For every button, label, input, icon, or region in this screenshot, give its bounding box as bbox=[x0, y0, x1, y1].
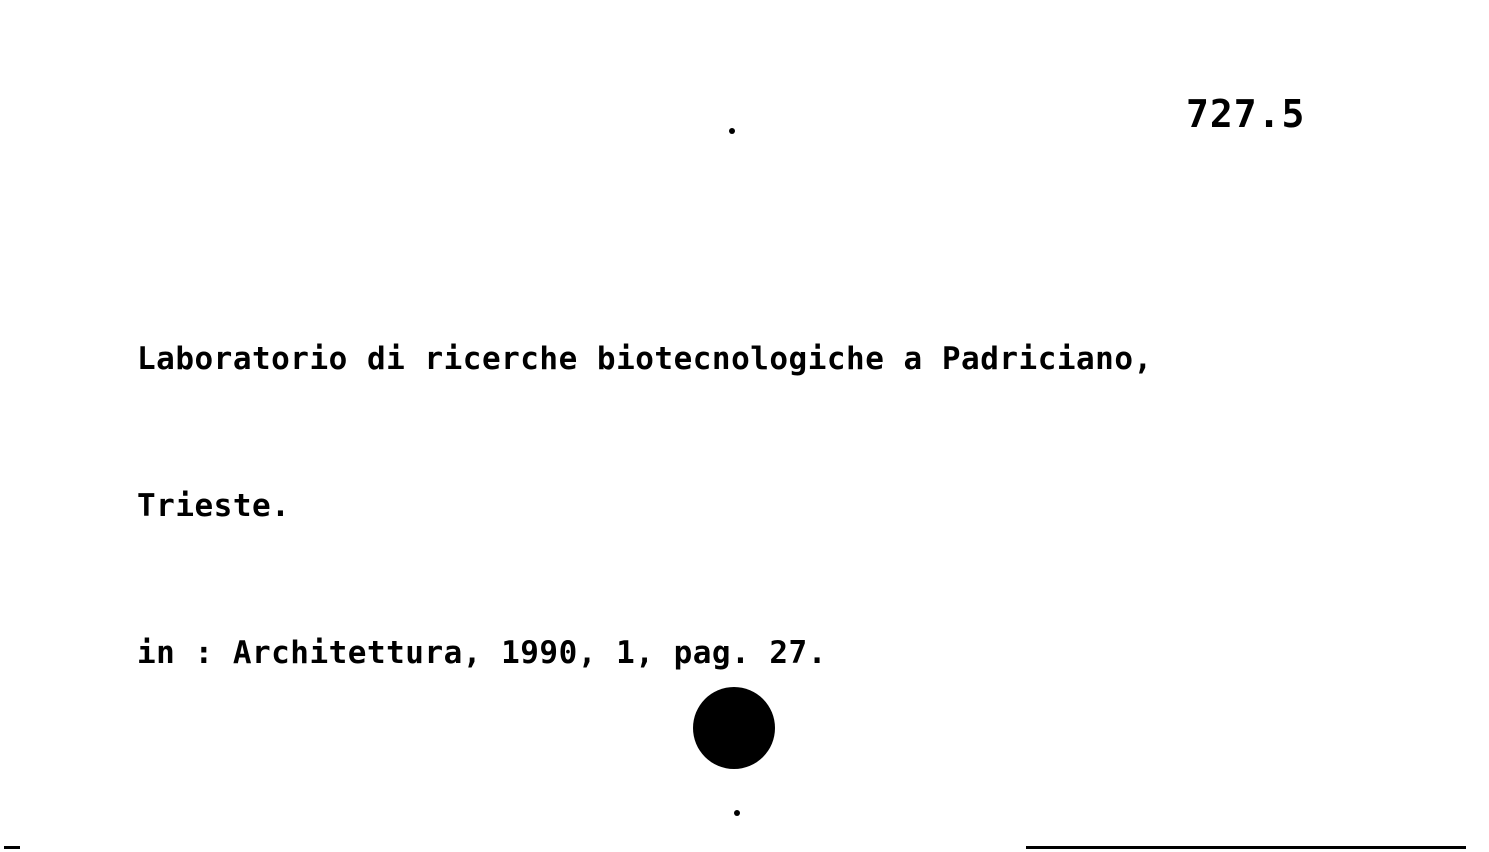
entry-line-source: in : Architettura, 1990, 1, pag. 27. bbox=[137, 635, 827, 671]
bottom-right-edge-rule bbox=[1026, 846, 1466, 849]
punch-hole bbox=[693, 687, 775, 769]
entry-line-title: Laboratorio di ricerche biotecnologiche a Padriciano, bbox=[137, 341, 1153, 377]
bottom-left-edge-mark bbox=[4, 846, 20, 849]
bottom-dot-mark bbox=[734, 810, 740, 816]
catalog-entry bbox=[137, 237, 1477, 776]
classmark: 727.5 bbox=[1186, 92, 1306, 136]
top-dot-mark bbox=[729, 128, 735, 134]
entry-line-place: Trieste. bbox=[137, 488, 291, 524]
